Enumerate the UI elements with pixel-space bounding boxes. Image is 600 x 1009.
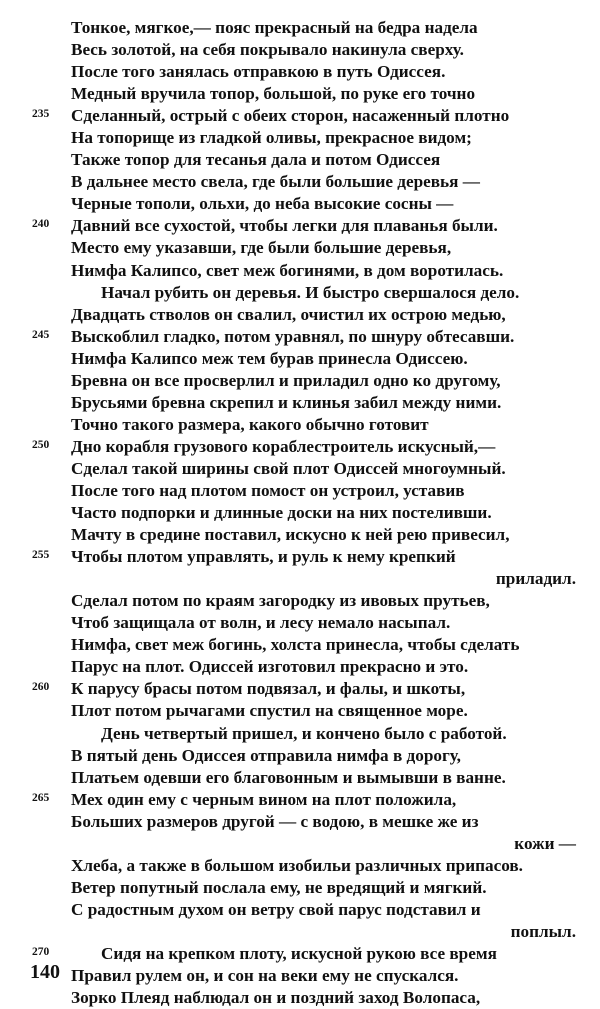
verse-text: Нимфа Калипсо меж тем бурав принесла Одиссею. <box>71 348 468 368</box>
verse-line <box>0 943 600 965</box>
verse-text: Плот потом рычагами спустил на священное море. <box>71 701 468 721</box>
verse-line <box>0 61 600 83</box>
verse-text: Точно такого размера, какого обычно готовит <box>71 414 429 434</box>
verse-text: Платьем одевши его благовонным и вымывши в ванне. <box>71 767 506 787</box>
verse-text: После того занялась отправкою в путь Одиссея. <box>71 62 446 82</box>
verse-line <box>0 789 600 811</box>
verse-line <box>0 965 600 987</box>
verse-text: Двадцать стволов он свалил, очистил их острою медью, <box>71 304 506 324</box>
line-number: 235 <box>32 108 50 121</box>
verse-text: Сделанный, острый с обеих сторон, насаженный плотно <box>71 106 510 126</box>
verse-line <box>0 700 600 722</box>
verse-line <box>0 17 600 39</box>
line-number: 240 <box>32 218 50 231</box>
verse-line <box>0 83 600 105</box>
verse-line <box>0 237 600 259</box>
verse-text: Весь золотой, на себя покрывало накинула сверху. <box>71 40 464 60</box>
verse-line <box>0 524 600 546</box>
verse-line <box>0 590 600 612</box>
verse-text: День четвертый пришел, и кончено было с работой. <box>101 723 507 743</box>
verse-line <box>0 193 600 215</box>
verse-line <box>0 833 600 855</box>
verse-line <box>0 149 600 171</box>
verse-line <box>0 458 600 480</box>
verse-text: Начал рубить он деревья. И быстро свершалося дело. <box>101 282 520 302</box>
verse-text: На топорище из гладкой оливы, прекрасное видом; <box>71 128 472 148</box>
line-number: 255 <box>32 549 50 562</box>
verse-text: Больших размеров другой — с водою, в мешке же из <box>71 811 479 831</box>
verse-line <box>0 745 600 767</box>
verse-line <box>0 921 600 943</box>
verse-text: Мех один ему с черным вином на плот положила, <box>71 789 457 809</box>
verse-text: В дальнее место свела, где были большие деревья — <box>71 172 480 192</box>
verse-line <box>0 105 600 127</box>
verse-text: Также топор для тесанья дала и потом Одиссея <box>71 150 441 170</box>
verse-text: К парусу брасы потом подвязал, и фалы, и шкоты, <box>71 679 466 699</box>
verse-text: Дно корабля грузового кораблестроитель искусный,— <box>71 436 496 456</box>
verse-line <box>0 127 600 149</box>
verse-text: приладил. <box>495 569 576 589</box>
verse-line <box>0 171 600 193</box>
verse-line <box>0 723 600 745</box>
verse-text: Черные тополи, ольхи, до неба высокие сосны — <box>71 194 454 214</box>
verse-text: Ветер попутный послала ему, не вредящий и мягкий. <box>71 877 487 897</box>
line-number: 250 <box>32 438 50 451</box>
verse-text: Парус на плот. Одиссей изготовил прекрасно и это. <box>71 657 469 677</box>
verse-line <box>0 767 600 789</box>
verse-line <box>0 877 600 899</box>
verse-line <box>0 436 600 458</box>
verse-text: Правил рулем он, и сон на веки ему не спускался. <box>71 966 459 986</box>
verse-text: Сидя на крепком плоту, искусной рукою все время <box>101 943 497 963</box>
verse-text: Нимфа, свет меж богинь, холста принесла, чтобы сделать <box>71 635 520 655</box>
verse-text: Бревна он все просверлил и приладил одно ко другому, <box>71 370 501 390</box>
verse-text: Часто подпорки и длинные доски на них постеливши. <box>71 503 492 523</box>
verse-text: После того над плотом помост он устроил, уставив <box>71 480 465 500</box>
verse-text: Чтобы плотом управлять, и руль к нему крепкий <box>71 547 456 567</box>
verse-line <box>0 260 600 282</box>
verse-line <box>0 215 600 237</box>
verse-line <box>0 480 600 502</box>
verse-line <box>0 414 600 436</box>
verse-text: Давний все сухостой, чтобы легки для плаванья были. <box>71 216 498 236</box>
verse-line <box>0 811 600 833</box>
verse-text: Место ему указавши, где были большие деревья, <box>71 238 452 258</box>
verse-text: Тонкое, мягкое,— пояс прекрасный на бедра надела <box>71 18 478 37</box>
poem-text <box>0 17 600 1009</box>
verse-text: Зорко Плеяд наблюдал он и поздний заход Волопаса, <box>71 988 481 1008</box>
verse-line <box>0 634 600 656</box>
verse-line <box>0 678 600 700</box>
verse-line <box>0 282 600 304</box>
verse-text: Мачту в средине поставил, искусно к ней рею привесил, <box>71 525 510 545</box>
line-number: 265 <box>32 791 50 804</box>
line-number: 245 <box>32 328 50 341</box>
verse-text: С радостным духом он ветру свой парус подставил и <box>71 899 481 919</box>
verse-text: Чтоб защищала от волн, и лесу немало насыпал. <box>71 613 451 633</box>
verse-text: Медный вручила топор, большой, по руке его точно <box>71 84 476 104</box>
line-number: 260 <box>32 681 50 694</box>
verse-line <box>0 855 600 877</box>
verse-line <box>0 370 600 392</box>
verse-line <box>0 326 600 348</box>
verse-line <box>0 612 600 634</box>
verse-text: Нимфа Калипсо, свет меж богинями, в дом воротилась. <box>71 260 504 280</box>
verse-text: Хлеба, а также в большом изобильи различных припасов. <box>71 855 523 875</box>
verse-line <box>0 899 600 921</box>
line-number: 270 <box>32 945 50 958</box>
verse-line <box>0 502 600 524</box>
verse-text: Выскоблил гладко, потом уравнял, по шнуру обтесавши. <box>71 326 515 346</box>
verse-text: Сделал потом по краям загородку из ивовых прутьев, <box>71 591 490 611</box>
verse-line <box>0 546 600 568</box>
verse-line <box>0 987 600 1009</box>
verse-text: Сделал такой ширины свой плот Одиссей многоумный. <box>71 458 506 478</box>
verse-text: поплыл. <box>510 921 576 941</box>
verse-line <box>0 392 600 414</box>
verse-line <box>0 39 600 61</box>
verse-text: Брусьями бревна скрепил и клинья забил между ними. <box>71 392 502 412</box>
verse-line <box>0 656 600 678</box>
verse-text: В пятый день Одиссея отправила нимфа в дорогу, <box>71 745 461 765</box>
verse-line <box>0 348 600 370</box>
verse-line <box>0 568 600 590</box>
page-number: 140 <box>30 961 60 983</box>
verse-line <box>0 304 600 326</box>
verse-text: кожи — <box>514 833 576 853</box>
